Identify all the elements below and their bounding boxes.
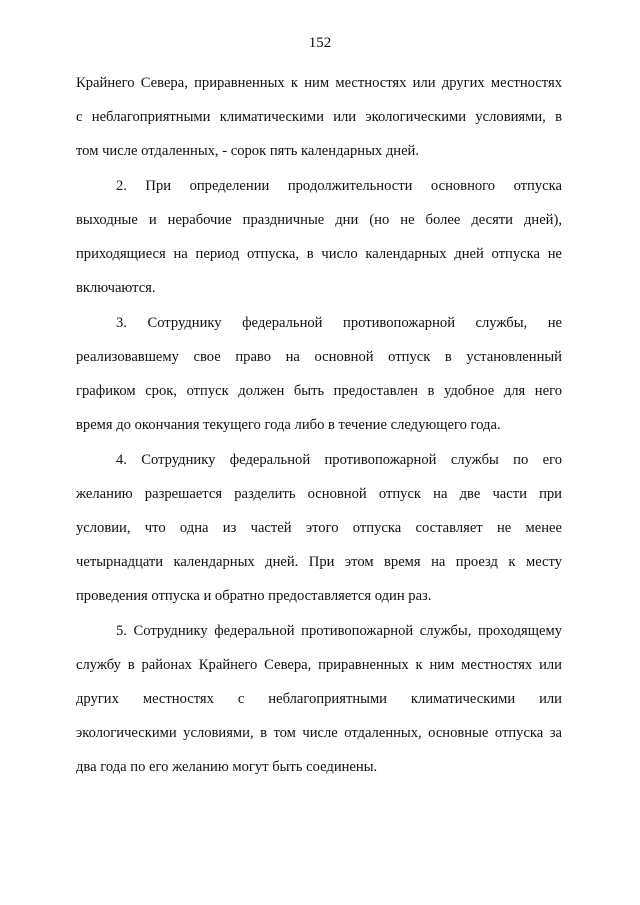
text-line: 4. Сотруднику федеральной противопожарной службы по его	[116, 452, 562, 468]
text-line: том числе отдаленных, - сорок пять календарных дней.	[76, 143, 420, 159]
text-line: других местностях с неблагоприятными климатическими или	[76, 691, 562, 707]
text-line: время до окончания текущего года либо в течение следующего года.	[76, 417, 501, 433]
text-line: выходные и нерабочие праздничные дни (но не более десяти дней),	[76, 212, 562, 228]
text-line: 5. Сотруднику федеральной противопожарной службы, проходящему	[116, 623, 562, 639]
text-line: Крайнего Севера, приравненных к ним местностях или других местностях	[76, 75, 562, 91]
text-line: желанию разрешается разделить основной отпуск на две части при	[76, 486, 562, 502]
paragraph-2	[76, 169, 562, 305]
text-line: проведения отпуска и обратно предоставляется один раз.	[76, 588, 432, 604]
text-line: два года по его желанию могут быть соединены.	[76, 759, 378, 775]
document-body	[76, 66, 562, 784]
page-number: 152	[308, 35, 332, 51]
text-line: реализовавшему свое право на основной отпуск в установленный	[76, 349, 562, 365]
text-line: 3. Сотруднику федеральной противопожарной службы, не	[116, 315, 562, 331]
text-line: четырнадцати календарных дней. При этом время на проезд к месту	[76, 554, 562, 570]
text-line: 2. При определении продолжительности основного отпуска	[116, 178, 562, 194]
text-line: графиком срок, отпуск должен быть предоставлен в удобное для него	[76, 383, 562, 399]
paragraph-3	[76, 306, 562, 442]
text-line: с неблагоприятными климатическими или экологическими условиями, в	[76, 109, 562, 125]
paragraph-4	[76, 443, 562, 613]
text-line: приходящиеся на период отпуска, в число календарных дней отпуска не	[76, 246, 562, 262]
text-line: условии, что одна из частей этого отпуска составляет не менее	[76, 520, 562, 536]
text-line: включаются.	[76, 280, 156, 296]
text-line: службу в районах Крайнего Севера, приравненных к ним местностях или	[76, 657, 562, 673]
text-line: экологическими условиями, в том числе отдаленных, основные отпуска за	[76, 725, 562, 741]
paragraph-continuation	[76, 66, 562, 168]
paragraph-5	[76, 614, 562, 784]
